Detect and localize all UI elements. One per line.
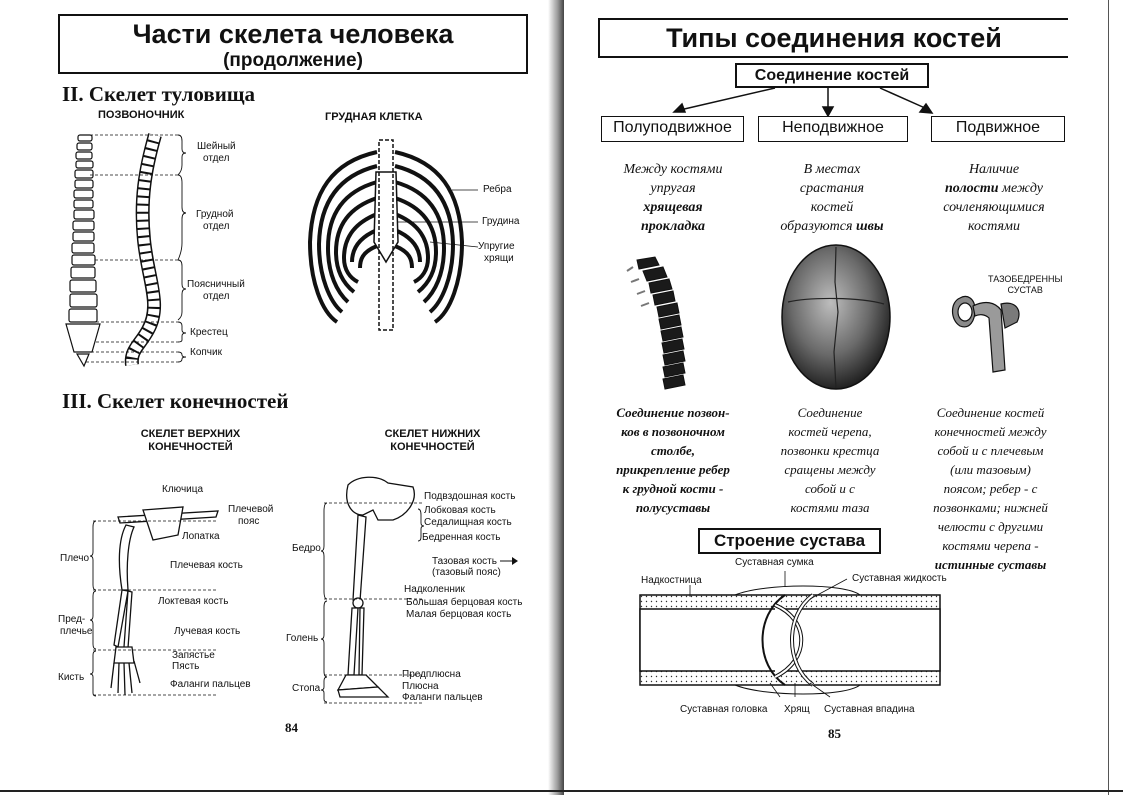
- desc-immovable-4b: швы: [856, 219, 884, 234]
- desc-immovable: [752, 160, 912, 236]
- label-ischium: Седалищная кость: [424, 517, 512, 528]
- spine-heading: ПОЗВОНОЧНИК: [98, 109, 185, 121]
- label-shoulder-girdle: Плечевой: [228, 504, 274, 515]
- ex3-line5: поясом; ребер - с: [943, 481, 1038, 496]
- desc-immovable-3: костей: [810, 200, 854, 215]
- label-thoracic: Грудной: [196, 209, 234, 220]
- label-humerus: Плечевая кость: [170, 560, 243, 571]
- sternum: [374, 172, 398, 262]
- ribcage-illustration: [302, 132, 512, 332]
- label-ulna: Локтевая кость: [158, 596, 229, 607]
- lower-heading: [360, 428, 505, 454]
- label-lumbar: Поясничный: [187, 279, 245, 290]
- label-tarsus: Предплюсна: [402, 669, 461, 680]
- label-toes: Фаланги пальцев: [402, 692, 483, 703]
- joint-title-box: Строение сустава: [698, 528, 881, 554]
- label-foot: Стопа: [292, 683, 321, 694]
- vertebrae-image: [625, 255, 705, 395]
- hip-joint-label: [988, 274, 1062, 296]
- label-cartilage-joint: Хрящ: [784, 704, 810, 715]
- label-sternum: Грудина: [482, 216, 520, 227]
- right-page-number: 85: [828, 726, 841, 741]
- spine-illustration: [60, 130, 190, 370]
- ex2-line4: сращены между: [784, 462, 876, 477]
- ex3-line9: истинные суставы: [934, 557, 1047, 572]
- hip-bone-arrow: [500, 556, 518, 566]
- type-movable-box: Подвижное: [931, 116, 1065, 142]
- label-thigh: Бедро: [292, 543, 321, 554]
- ex3-line2: конечностей между: [934, 424, 1047, 439]
- label-coccyx: Копчик: [190, 347, 222, 358]
- label-femur: Бедренная кость: [422, 532, 501, 543]
- label-scapula: Лопатка: [182, 531, 220, 542]
- desc-movable-2a: полости: [945, 181, 999, 196]
- ex1-line4: прикрепление ребер: [616, 462, 730, 477]
- label-lumbar-2: отдел: [203, 291, 230, 302]
- section-limbs-heading: III. Скелет конечностей: [62, 389, 289, 413]
- example-movable: [913, 403, 1068, 574]
- right-title: Типы соединения костей: [666, 23, 1002, 53]
- label-forearm-2: плечье: [60, 626, 93, 637]
- label-cervical-2: отдел: [203, 153, 230, 164]
- ex3-line8: костями черепа -: [942, 538, 1039, 553]
- example-semimovable: [598, 403, 748, 517]
- type-semimovable-box: Полуподвижное: [601, 116, 744, 142]
- label-metacarpus: Пясть: [172, 661, 200, 672]
- label-wrist: Запястье: [172, 650, 215, 661]
- type-immovable-box: Неподвижное: [758, 116, 908, 142]
- desc-semimovable-1: Между костями: [623, 162, 723, 177]
- lower-heading-1: СКЕЛЕТ НИЖНИХ: [384, 428, 481, 440]
- bottom-rule: [0, 790, 1123, 792]
- label-shoulder-girdle-2: пояс: [238, 516, 260, 527]
- ex2-line1: Соединение: [797, 405, 863, 420]
- ex3-line6: позвонками; нижней: [933, 500, 1048, 515]
- label-arm: Плечо: [60, 553, 90, 564]
- left-page-number: 84: [285, 720, 298, 735]
- root-box: Соединение костей: [735, 63, 929, 88]
- ex3-line4: (или тазовым): [950, 462, 1031, 477]
- label-ilium: Подвздошная кость: [424, 491, 516, 502]
- desc-immovable-1: В местах: [803, 162, 861, 177]
- label-joint-head: Суставная головка: [680, 704, 768, 715]
- hip-joint-label-2: СУСТАВ: [1007, 285, 1043, 295]
- ex2-line5: собой и с: [805, 481, 855, 496]
- label-periosteum: Надкостница: [641, 575, 702, 586]
- ex3-line1: Соединение костей: [936, 405, 1045, 420]
- desc-movable-3: сочленяющимися: [943, 200, 1045, 215]
- left-title-box: [58, 14, 528, 74]
- label-tibia: Большая берцовая кость: [406, 597, 523, 608]
- ex2-line3: позвонки крестца: [780, 443, 880, 458]
- ex2-line6: костями таза: [790, 500, 870, 515]
- right-title-box: [598, 18, 1068, 58]
- label-fibula: Малая берцовая кость: [406, 609, 512, 620]
- label-hip-bone: Тазовая кость: [432, 556, 497, 567]
- label-radius: Лучевая кость: [174, 626, 241, 637]
- label-synovial-fluid: Суставная жидкость: [852, 573, 947, 584]
- ex1-line2: ков в позвоночном: [621, 424, 725, 439]
- desc-semimovable-2: упругая: [650, 181, 696, 196]
- spine-side: [132, 135, 155, 365]
- lower-heading-2: КОНЕЧНОСТЕЙ: [390, 441, 475, 453]
- hip-joint-label-1: ТАЗОБЕДРЕННЫ: [988, 274, 1063, 284]
- section-trunk-heading: II. Скелет туловища: [62, 82, 256, 106]
- ex1-line6: полусуставы: [635, 500, 711, 515]
- label-thoracic-2: отдел: [203, 221, 230, 232]
- right-page-edge: [1108, 0, 1123, 795]
- label-pubis: Лобковая кость: [424, 505, 496, 516]
- upper-heading-2: КОНЕЧНОСТЕЙ: [148, 441, 233, 453]
- joint-diagram: [635, 585, 945, 695]
- left-title: Части скелета человека: [132, 19, 454, 49]
- example-immovable: [755, 403, 905, 517]
- pelvis: [347, 477, 415, 520]
- spine-front: [66, 135, 100, 366]
- label-cervical: Шейный: [197, 141, 236, 152]
- label-sacrum: Крестец: [190, 327, 228, 338]
- label-patella: Надколенник: [404, 584, 465, 595]
- desc-movable: [920, 160, 1068, 236]
- tree-arrows: [660, 86, 940, 118]
- desc-movable-1: Наличие: [968, 162, 1020, 177]
- ex3-line7: челюсти с другими: [937, 519, 1044, 534]
- desc-movable-2: [920, 179, 1068, 198]
- ex2-line2: костей черепа,: [788, 424, 872, 439]
- desc-semimovable-4: прокладка: [640, 219, 706, 234]
- label-hip-bone-2: (тазовый пояс): [432, 567, 501, 578]
- ex1-line5: к грудной кости -: [622, 481, 724, 496]
- label-hand: Кисть: [58, 672, 85, 683]
- ex1-line3: столбе,: [650, 443, 696, 458]
- label-shin: Голень: [286, 633, 319, 644]
- book-gutter: [548, 0, 564, 795]
- label-joint-capsule: Суставная сумка: [735, 557, 814, 568]
- label-forearm: Пред-: [58, 614, 86, 625]
- label-ribs: Ребра: [483, 184, 512, 195]
- left-subtitle: (продолжение): [223, 50, 363, 71]
- label-cartilage-2: хрящи: [484, 253, 514, 264]
- desc-movable-4: костями: [968, 219, 1020, 234]
- skull-image: [780, 242, 892, 392]
- chest-heading: ГРУДНАЯ КЛЕТКА: [325, 111, 423, 123]
- label-metatarsus: Плюсна: [402, 681, 439, 692]
- ex3-line3: собой и с плечевым: [937, 443, 1044, 458]
- desc-immovable-4a: образуются: [780, 219, 856, 234]
- upper-heading: [118, 428, 263, 454]
- desc-semimovable: [598, 160, 748, 236]
- label-fingers: Фаланги пальцев: [170, 679, 251, 690]
- label-clavicle: Ключица: [162, 484, 204, 495]
- label-cartilage: Упругие: [478, 241, 515, 252]
- ex1-line1: Соединение позвон-: [616, 405, 730, 420]
- desc-movable-2b: между: [998, 181, 1043, 196]
- desc-semimovable-3: хрящевая: [643, 200, 703, 215]
- desc-immovable-2: срастания: [799, 181, 865, 196]
- desc-immovable-4: [752, 217, 912, 236]
- label-joint-socket: Суставная впадина: [824, 704, 915, 715]
- upper-heading-1: СКЕЛЕТ ВЕРХНИХ: [140, 428, 241, 440]
